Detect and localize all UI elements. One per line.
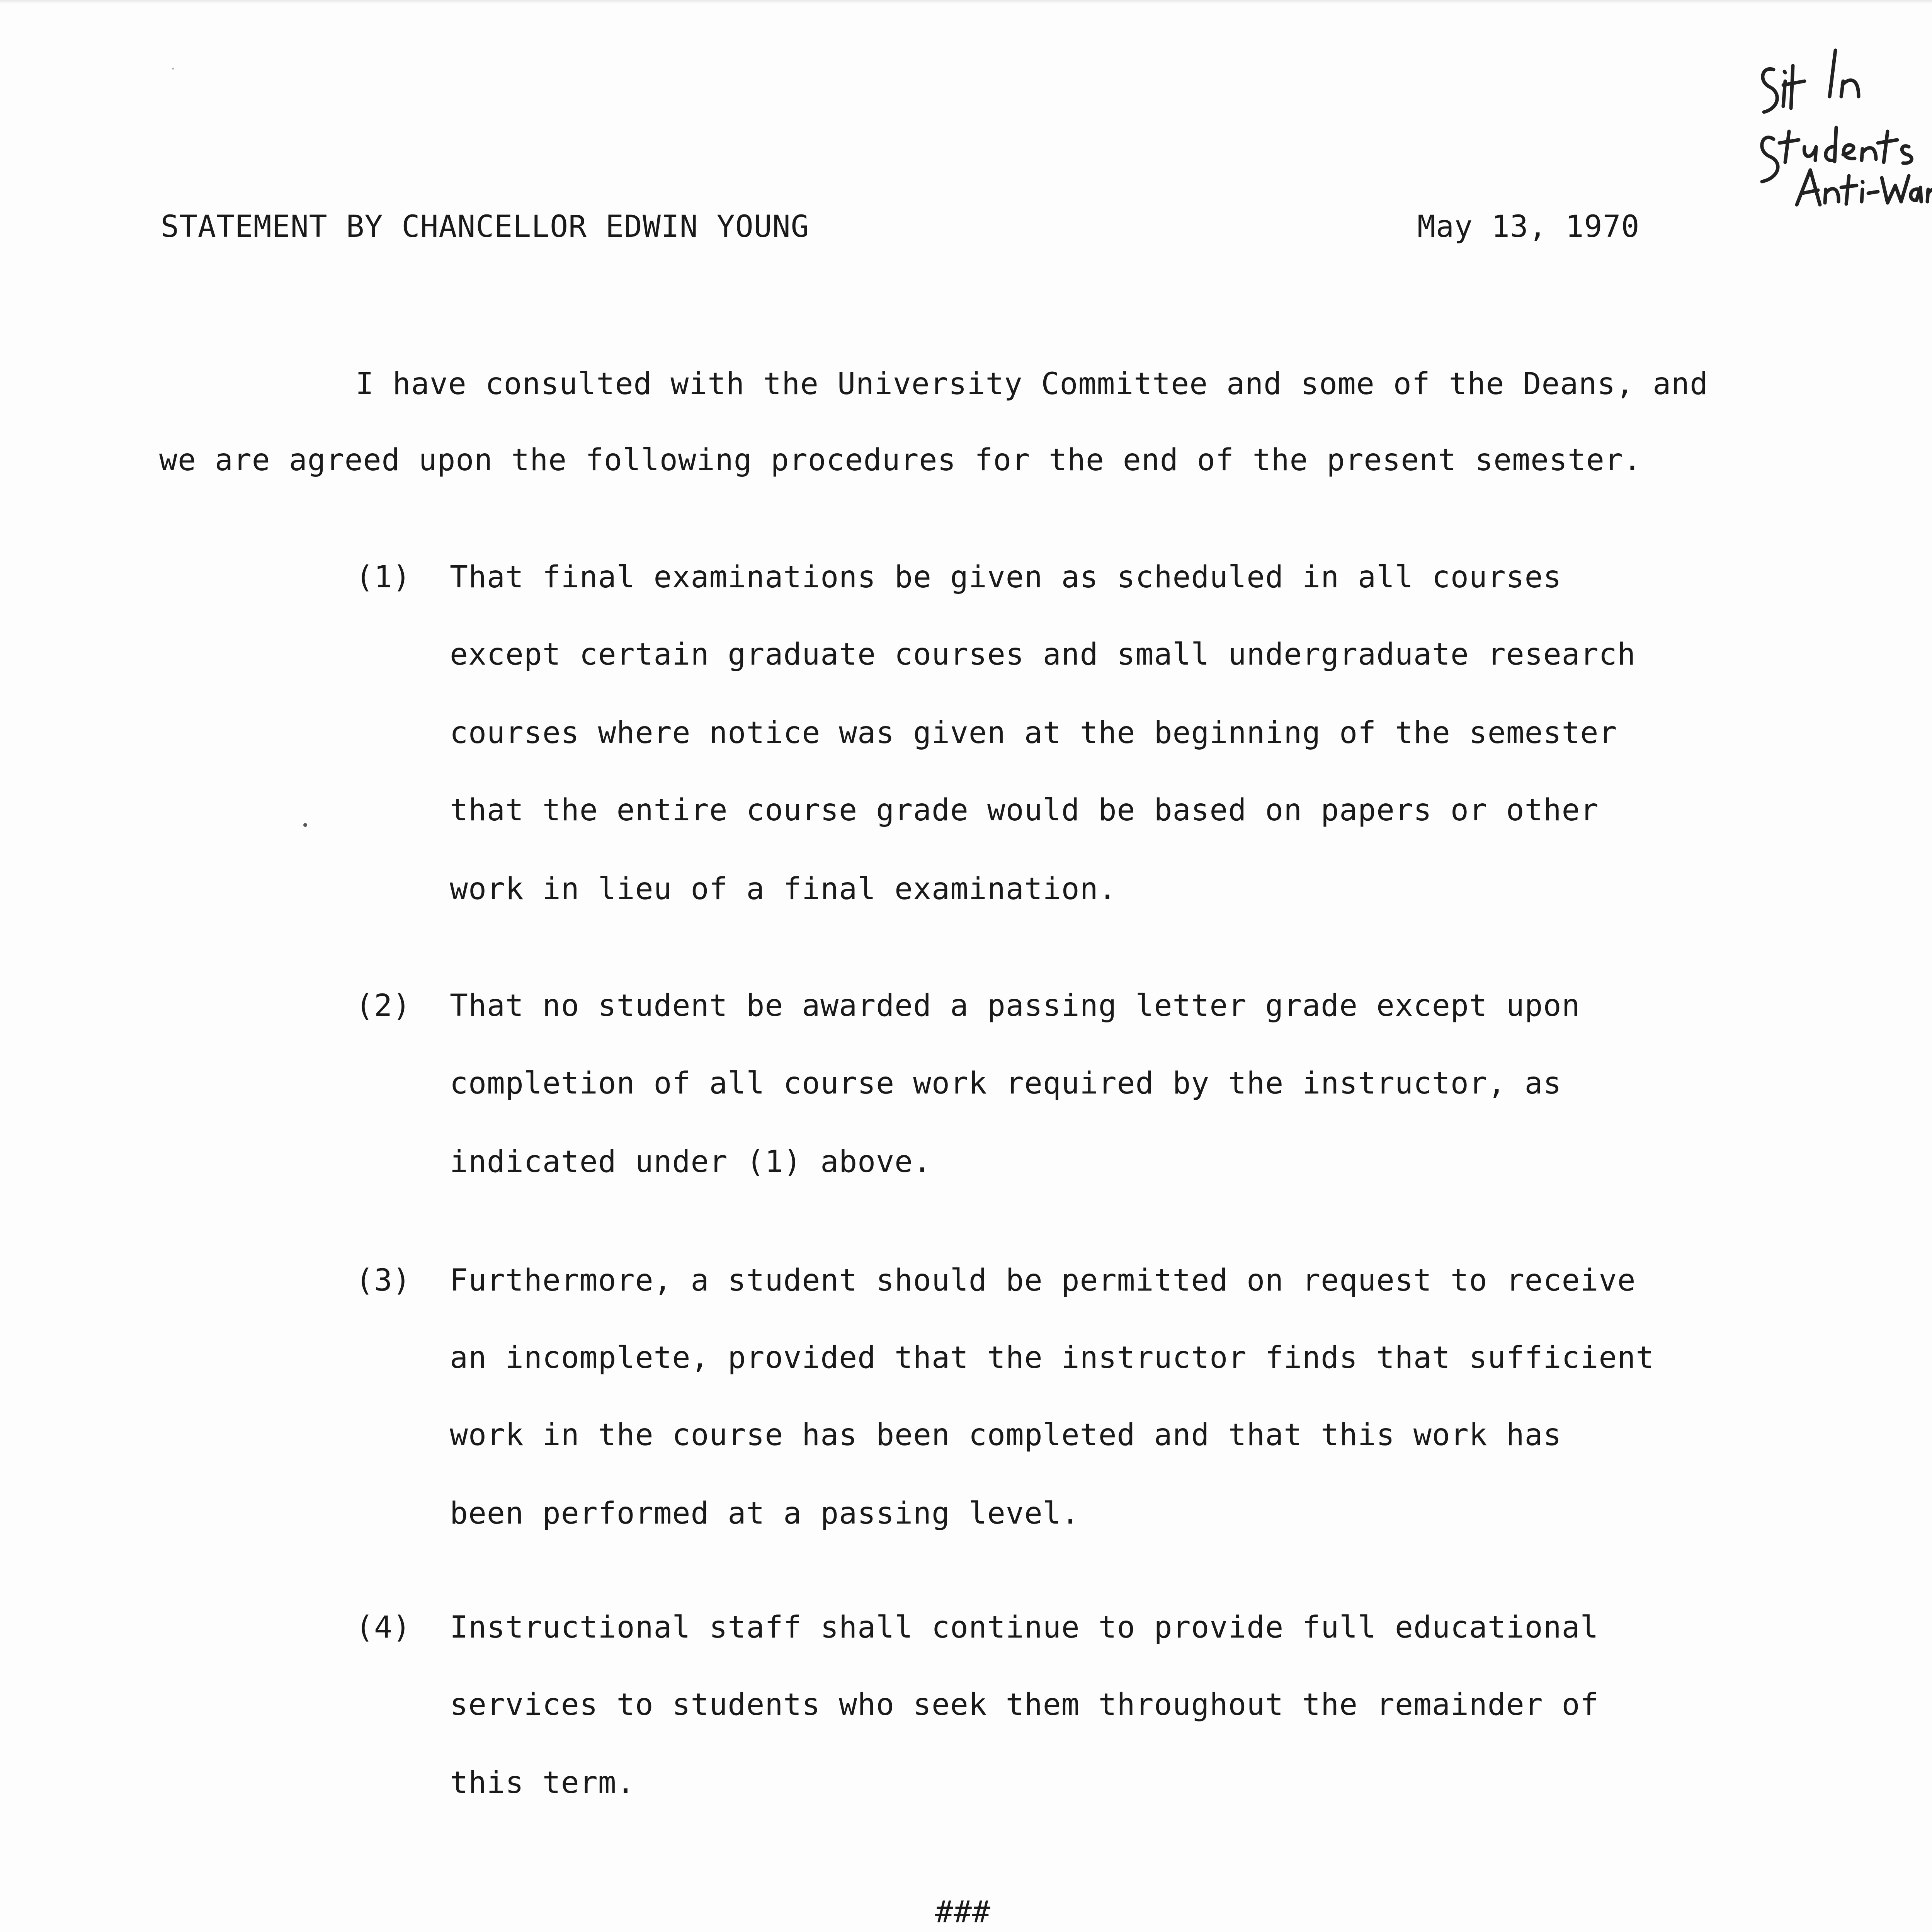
item-4-line: Instructional staff shall continue to provide full educational xyxy=(450,1610,1599,1645)
statement-date: May 13, 1970 xyxy=(1417,209,1640,244)
end-mark: ### xyxy=(935,1895,991,1930)
handwritten-annotation xyxy=(1747,23,1932,224)
item-1-line: except certain graduate courses and small undergraduate research xyxy=(450,637,1636,672)
item-4-line: services to students who seek them throughout the remainder of xyxy=(450,1687,1599,1722)
item-3-line: been performed at a passing level. xyxy=(450,1496,1080,1531)
item-3-line: an incomplete, provided that the instructor finds that sufficient xyxy=(450,1340,1655,1375)
item-3-line: Furthermore, a student should be permitted on request to receive xyxy=(450,1263,1636,1298)
scan-speck xyxy=(172,68,174,70)
item-number: (4) xyxy=(355,1610,411,1645)
item-1-line: work in lieu of a final examination. xyxy=(450,872,1117,906)
item-2-line: That no student be awarded a passing letter grade except upon xyxy=(450,988,1580,1023)
item-number: (3) xyxy=(355,1263,411,1298)
statement-title: STATEMENT BY CHANCELLOR EDWIN YOUNG xyxy=(161,209,810,244)
item-1-line: courses where notice was given at the beginning of the semester xyxy=(450,716,1617,750)
item-4-line: this term. xyxy=(450,1765,635,1800)
item-1-line: that the entire course grade would be based on papers or other xyxy=(450,793,1599,828)
intro-line-2: we are agreed upon the following procedures for the end of the present semester. xyxy=(159,443,1642,478)
item-1-line: That final examinations be given as scheduled in all courses xyxy=(450,560,1562,595)
item-number: (2) xyxy=(355,988,411,1023)
item-2-line: completion of all course work required by the instructor, as xyxy=(450,1066,1562,1101)
item-2-line: indicated under (1) above. xyxy=(450,1145,932,1179)
intro-line-1: I have consulted with the University Committee and some of the Deans, and xyxy=(355,367,1709,401)
scan-speck xyxy=(303,823,307,827)
item-number: (1) xyxy=(355,560,411,595)
scan-top-edge xyxy=(0,0,1932,4)
item-3-line: work in the course has been completed and that this work has xyxy=(450,1418,1562,1452)
